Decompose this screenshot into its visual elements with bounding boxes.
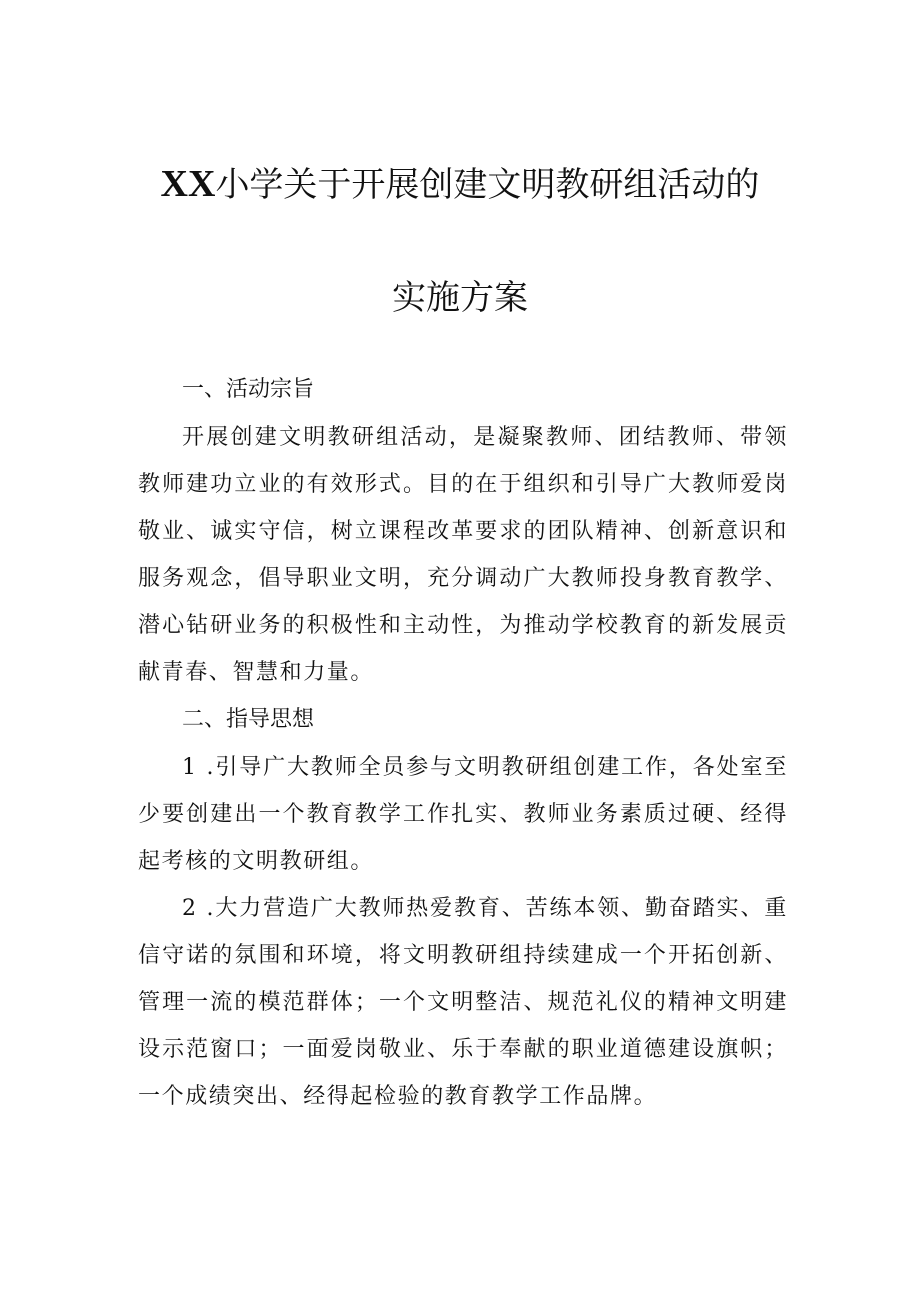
- paragraph-purpose: 开展创建文明教研组活动，是凝聚教师、团结教师、带领教师建功立业的有效形式。目的在于组织和引导广大教师爱岗敬业、诚实守信，树立课程改革要求的团队精神、创新意识和服务观念，倡导职业文明，充分调动广大教师投身教育教学、潜心钻研业务的积极性和主动性，为推动学校教育的新发展贡献青春、智慧和力量。: [138, 425, 788, 685]
- title-line-1-text: 小学关于开展创建文明教研组活动的: [215, 165, 760, 205]
- document-title-line-1: [0, 164, 920, 205]
- paragraph-guiding-item-1: 1 .引导广大教师全员参与文明教研组创建工作，各处室至少要创建出一个教育教学工作扎实、教师业务素质过硬、经得起考核的文明教研组。: [138, 755, 788, 874]
- paragraph-guiding-item-2: 2 .大力营造广大教师热爱教育、苦练本领、勤奋踏实、重信守诺的氛围和环境，将文明教研组持续建成一个开拓创新、管理一流的模范群体；一个文明整洁、规范礼仪的精神文明建设示范窗口；一面爱岗敬业、乐于奉献的职业道德建设旗帜；一个成绩突出、经得起检验的教育教学工作品牌。: [138, 896, 788, 1109]
- section-heading-guiding-ideology: 二、指导思想: [182, 707, 315, 732]
- document-title-line-2: 实施方案: [392, 278, 528, 318]
- document-body: [138, 366, 788, 1120]
- title-prefix: XX: [160, 163, 216, 205]
- section-heading-purpose: 一、活动宗旨: [182, 377, 315, 402]
